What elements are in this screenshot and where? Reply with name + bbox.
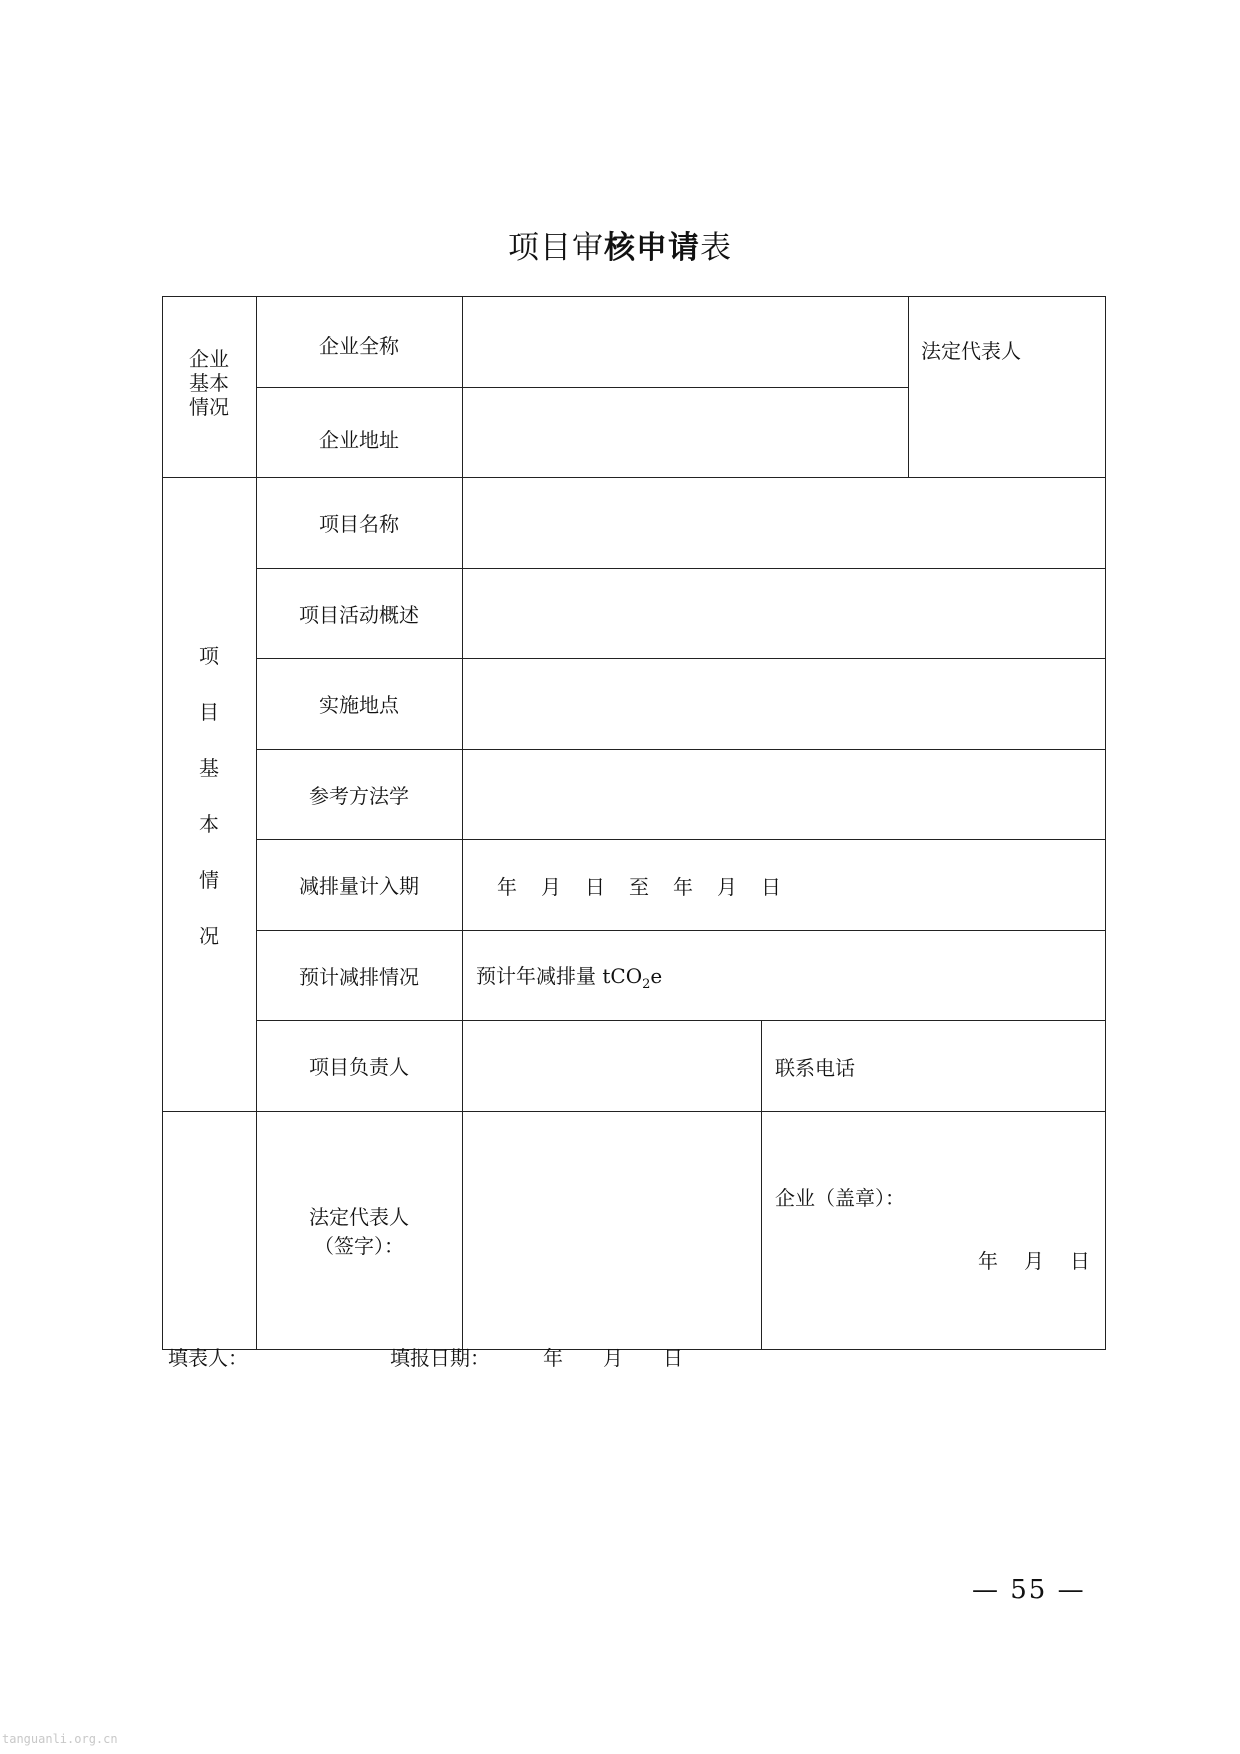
label-legal-rep-sign — [256, 1111, 462, 1349]
section-project-char-5: 情 — [199, 868, 219, 892]
expected-reduction-suffix: e — [650, 963, 663, 988]
title-part-1: 项目审 — [508, 230, 604, 266]
field-legal-rep-signature[interactable] — [463, 1112, 761, 1349]
label-crediting-period: 减排量计入期 — [299, 874, 419, 898]
label-legal-rep-sign-line-2: （签字）： — [314, 1234, 404, 1258]
label-location: 实施地点 — [319, 693, 399, 717]
expected-reduction-text — [476, 960, 662, 992]
label-project-name: 项目名称 — [319, 512, 399, 536]
page-title — [0, 222, 1240, 267]
section-project-char-6: 况 — [199, 924, 219, 948]
field-company-seal[interactable] — [762, 1112, 1105, 1349]
section-project-char-4: 本 — [199, 812, 219, 836]
legal-rep-cell[interactable] — [909, 297, 1105, 477]
section-project-basic — [189, 640, 229, 976]
label-company-name: 企业全称 — [319, 334, 399, 358]
crediting-period-text: 年 月 日 至 年 月 日 — [497, 874, 783, 899]
field-project-activity[interactable] — [463, 569, 1105, 658]
section-company-line-2: 基本 — [189, 371, 229, 395]
label-contact-phone: 联系电话 — [775, 1055, 855, 1080]
table-border-right — [1105, 296, 1106, 1349]
field-project-lead[interactable] — [463, 1021, 761, 1111]
page-number: — 55 — — [972, 1575, 1086, 1605]
label-expected-reduction: 预计减排情况 — [299, 964, 419, 989]
field-expected-reduction[interactable] — [463, 931, 1105, 1020]
section-company-line-1: 企业 — [189, 347, 229, 371]
title-part-2: 核申请 — [604, 230, 700, 266]
field-crediting-period[interactable] — [463, 840, 1105, 930]
label-company-seal: 企业（盖章）： — [775, 1186, 905, 1210]
expected-reduction-prefix: 预计年减排量 tCO — [476, 963, 643, 988]
field-company-address[interactable] — [463, 388, 908, 477]
label-legal-rep: 法定代表人 — [921, 339, 1021, 363]
label-methodology: 参考方法学 — [309, 783, 409, 808]
expected-reduction-subscript: 2 — [642, 976, 651, 992]
label-legal-rep-sign-line-1: 法定代表人 — [309, 1205, 409, 1229]
watermark: tanguanli.org.cn — [2, 1732, 118, 1746]
label-project-activity: 项目活动概述 — [299, 602, 419, 627]
footer-fill-date-value: 年 月 日 — [543, 1346, 683, 1370]
field-company-name[interactable] — [463, 297, 908, 387]
field-location[interactable] — [463, 659, 1105, 749]
section-project-char-3: 基 — [199, 756, 219, 780]
table-border-left — [162, 296, 163, 1349]
section-project-char-2: 目 — [199, 700, 219, 724]
footer-filler-label: 填表人： — [168, 1346, 248, 1370]
section-project-char-1: 项 — [199, 644, 219, 668]
footer-fill-date-label: 填报日期： — [390, 1346, 490, 1370]
section-company-line-3: 情况 — [189, 395, 229, 419]
label-company-address: 企业地址 — [319, 427, 399, 452]
field-project-name[interactable] — [463, 478, 1105, 568]
seal-date: 年 月 日 — [978, 1249, 1093, 1273]
label-project-lead: 项目负责人 — [309, 1055, 409, 1079]
field-methodology[interactable] — [463, 750, 1105, 839]
title-part-3: 表 — [700, 230, 732, 266]
field-contact-phone[interactable] — [762, 1021, 1105, 1111]
section-company-basic — [162, 347, 256, 419]
